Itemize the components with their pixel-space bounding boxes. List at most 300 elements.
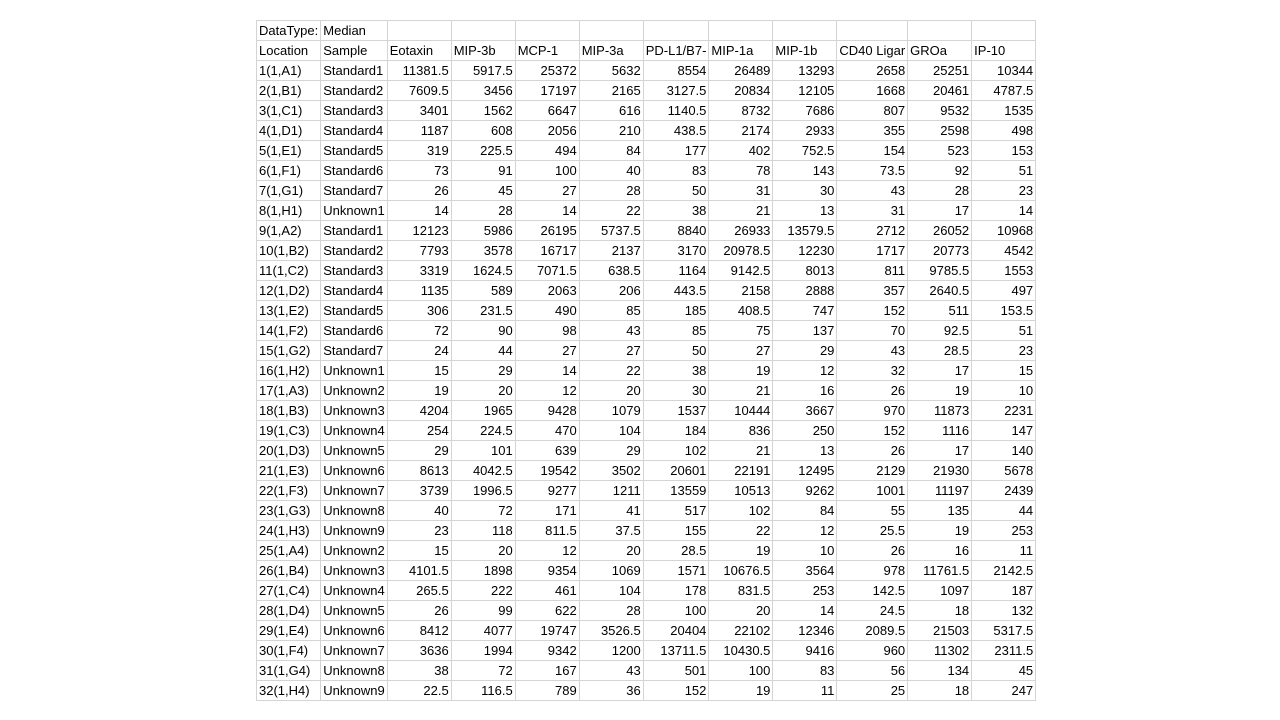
column-header-cell[interactable]: PD-L1/B7- <box>643 41 709 61</box>
data-cell[interactable]: 21930 <box>908 461 972 481</box>
data-cell[interactable]: 75 <box>709 321 773 341</box>
data-cell[interactable]: 8840 <box>643 221 709 241</box>
data-cell[interactable]: 44 <box>451 341 515 361</box>
data-cell[interactable]: 752.5 <box>773 141 837 161</box>
data-cell[interactable]: 152 <box>837 421 908 441</box>
data-cell[interactable]: 11873 <box>908 401 972 421</box>
data-cell[interactable]: 978 <box>837 561 908 581</box>
column-header-cell[interactable]: MIP-3b <box>451 41 515 61</box>
data-cell[interactable]: 13 <box>773 441 837 461</box>
data-cell[interactable]: 5986 <box>451 221 515 241</box>
data-cell[interactable]: 10430.5 <box>709 641 773 661</box>
data-cell[interactable]: 5632 <box>579 61 643 81</box>
sheet-cell[interactable] <box>709 21 773 41</box>
data-cell[interactable]: 99 <box>451 601 515 621</box>
data-cell[interactable]: 134 <box>908 661 972 681</box>
data-cell[interactable]: 23 <box>387 521 451 541</box>
data-cell[interactable]: 91 <box>451 161 515 181</box>
data-cell[interactable]: 22102 <box>709 621 773 641</box>
data-cell[interactable]: 2439 <box>972 481 1036 501</box>
data-cell[interactable]: 25.5 <box>837 521 908 541</box>
data-cell[interactable]: Standard7 <box>321 181 387 201</box>
data-cell[interactable]: 20 <box>579 381 643 401</box>
data-cell[interactable]: 13711.5 <box>643 641 709 661</box>
data-cell[interactable]: Standard5 <box>321 301 387 321</box>
column-header-cell[interactable]: MIP-3a <box>579 41 643 61</box>
data-cell[interactable]: 41 <box>579 501 643 521</box>
data-cell[interactable]: 501 <box>643 661 709 681</box>
data-cell[interactable]: 3319 <box>387 261 451 281</box>
data-cell[interactable]: 24(1,H3) <box>257 521 321 541</box>
data-cell[interactable]: 25251 <box>908 61 972 81</box>
data-cell[interactable]: 100 <box>709 661 773 681</box>
data-cell[interactable]: 26(1,B4) <box>257 561 321 581</box>
data-cell[interactable]: 1624.5 <box>451 261 515 281</box>
data-cell[interactable]: 4077 <box>451 621 515 641</box>
data-cell[interactable]: 4101.5 <box>387 561 451 581</box>
data-cell[interactable]: 28 <box>451 201 515 221</box>
data-cell[interactable]: 11 <box>972 541 1036 561</box>
data-cell[interactable]: 26052 <box>908 221 972 241</box>
data-cell[interactable]: 140 <box>972 441 1036 461</box>
data-cell[interactable]: 26195 <box>515 221 579 241</box>
data-cell[interactable]: 224.5 <box>451 421 515 441</box>
data-cell[interactable]: 3(1,C1) <box>257 101 321 121</box>
data-cell[interactable]: 32 <box>837 361 908 381</box>
data-cell[interactable]: 20 <box>579 541 643 561</box>
sheet-cell[interactable] <box>908 21 972 41</box>
data-cell[interactable]: 24 <box>387 341 451 361</box>
data-cell[interactable]: 152 <box>643 681 709 701</box>
data-cell[interactable]: 11761.5 <box>908 561 972 581</box>
data-cell[interactable]: 13 <box>773 201 837 221</box>
data-cell[interactable]: 438.5 <box>643 121 709 141</box>
data-cell[interactable]: Standard1 <box>321 221 387 241</box>
data-cell[interactable]: 2137 <box>579 241 643 261</box>
data-cell[interactable]: 8613 <box>387 461 451 481</box>
data-cell[interactable]: 56 <box>837 661 908 681</box>
data-cell[interactable]: 2888 <box>773 281 837 301</box>
data-cell[interactable]: 3564 <box>773 561 837 581</box>
data-cell[interactable]: 45 <box>451 181 515 201</box>
data-cell[interactable]: 100 <box>515 161 579 181</box>
data-cell[interactable]: 26 <box>387 601 451 621</box>
data-cell[interactable]: 490 <box>515 301 579 321</box>
data-cell[interactable]: 638.5 <box>579 261 643 281</box>
data-cell[interactable]: 2658 <box>837 61 908 81</box>
data-cell[interactable]: 12123 <box>387 221 451 241</box>
data-cell[interactable]: 5917.5 <box>451 61 515 81</box>
data-cell[interactable]: 523 <box>908 141 972 161</box>
data-cell[interactable]: 3502 <box>579 461 643 481</box>
data-cell[interactable]: 2174 <box>709 121 773 141</box>
data-cell[interactable]: 8013 <box>773 261 837 281</box>
data-cell[interactable]: Unknown8 <box>321 661 387 681</box>
data-cell[interactable]: 18 <box>908 681 972 701</box>
data-cell[interactable]: 357 <box>837 281 908 301</box>
data-cell[interactable]: 19 <box>387 381 451 401</box>
data-cell[interactable]: 11197 <box>908 481 972 501</box>
data-cell[interactable]: 22191 <box>709 461 773 481</box>
data-cell[interactable]: 1571 <box>643 561 709 581</box>
data-cell[interactable]: 38 <box>387 661 451 681</box>
data-cell[interactable]: 807 <box>837 101 908 121</box>
column-header-cell[interactable]: MIP-1a <box>709 41 773 61</box>
data-cell[interactable]: 253 <box>773 581 837 601</box>
data-cell[interactable]: 19 <box>908 521 972 541</box>
data-cell[interactable]: 511 <box>908 301 972 321</box>
data-cell[interactable]: 1116 <box>908 421 972 441</box>
data-cell[interactable]: 28 <box>579 181 643 201</box>
data-cell[interactable]: 14 <box>773 601 837 621</box>
data-cell[interactable]: 104 <box>579 581 643 601</box>
data-cell[interactable]: 9262 <box>773 481 837 501</box>
data-cell[interactable]: 1562 <box>451 101 515 121</box>
data-cell[interactable]: 13559 <box>643 481 709 501</box>
data-cell[interactable]: 22 <box>579 201 643 221</box>
data-cell[interactable]: 11381.5 <box>387 61 451 81</box>
data-cell[interactable]: 2056 <box>515 121 579 141</box>
data-cell[interactable]: 85 <box>579 301 643 321</box>
data-cell[interactable]: 177 <box>643 141 709 161</box>
data-cell[interactable]: 10444 <box>709 401 773 421</box>
data-cell[interactable]: 27 <box>709 341 773 361</box>
data-cell[interactable]: 22(1,F3) <box>257 481 321 501</box>
data-cell[interactable]: 2231 <box>972 401 1036 421</box>
data-cell[interactable]: 31 <box>837 201 908 221</box>
data-cell[interactable]: 3127.5 <box>643 81 709 101</box>
data-cell[interactable]: 1717 <box>837 241 908 261</box>
data-cell[interactable]: 85 <box>643 321 709 341</box>
column-header-cell[interactable]: Eotaxin <box>387 41 451 61</box>
data-cell[interactable]: 8732 <box>709 101 773 121</box>
data-cell[interactable]: 23 <box>972 341 1036 361</box>
data-cell[interactable]: Unknown4 <box>321 581 387 601</box>
data-cell[interactable]: 45 <box>972 661 1036 681</box>
data-cell[interactable]: 4042.5 <box>451 461 515 481</box>
data-cell[interactable]: 40 <box>579 161 643 181</box>
data-cell[interactable]: 27 <box>515 341 579 361</box>
data-cell[interactable]: 19(1,C3) <box>257 421 321 441</box>
data-cell[interactable]: 147 <box>972 421 1036 441</box>
data-cell[interactable]: Unknown2 <box>321 541 387 561</box>
data-cell[interactable]: 1898 <box>451 561 515 581</box>
data-cell[interactable]: 19 <box>709 361 773 381</box>
data-cell[interactable]: 10(1,B2) <box>257 241 321 261</box>
data-cell[interactable]: 10676.5 <box>709 561 773 581</box>
data-cell[interactable]: 23(1,G3) <box>257 501 321 521</box>
data-cell[interactable]: 28(1,D4) <box>257 601 321 621</box>
data-cell[interactable]: 494 <box>515 141 579 161</box>
data-cell[interactable]: 25372 <box>515 61 579 81</box>
data-cell[interactable]: 1(1,A1) <box>257 61 321 81</box>
data-cell[interactable]: 13579.5 <box>773 221 837 241</box>
sheet-cell[interactable] <box>837 21 908 41</box>
data-cell[interactable]: 2142.5 <box>972 561 1036 581</box>
data-cell[interactable]: 72 <box>387 321 451 341</box>
data-cell[interactable]: Standard2 <box>321 81 387 101</box>
data-cell[interactable]: 25 <box>837 681 908 701</box>
data-cell[interactable]: 616 <box>579 101 643 121</box>
data-cell[interactable]: 5317.5 <box>972 621 1036 641</box>
data-cell[interactable]: 15 <box>387 541 451 561</box>
data-cell[interactable]: 4(1,D1) <box>257 121 321 141</box>
data-cell[interactable]: 132 <box>972 601 1036 621</box>
data-cell[interactable]: 28 <box>908 181 972 201</box>
data-cell[interactable]: 461 <box>515 581 579 601</box>
data-cell[interactable]: 32(1,H4) <box>257 681 321 701</box>
data-cell[interactable]: 1668 <box>837 81 908 101</box>
data-cell[interactable]: 72 <box>451 501 515 521</box>
data-cell[interactable]: 20 <box>709 601 773 621</box>
data-cell[interactable]: 250 <box>773 421 837 441</box>
data-cell[interactable]: Standard3 <box>321 101 387 121</box>
data-cell[interactable]: 3170 <box>643 241 709 261</box>
data-cell[interactable]: 178 <box>643 581 709 601</box>
data-cell[interactable]: Standard1 <box>321 61 387 81</box>
data-cell[interactable]: 72 <box>451 661 515 681</box>
data-cell[interactable]: 12(1,D2) <box>257 281 321 301</box>
data-cell[interactable]: 2165 <box>579 81 643 101</box>
data-cell[interactable]: 355 <box>837 121 908 141</box>
data-cell[interactable]: 19 <box>709 541 773 561</box>
data-cell[interactable]: 26 <box>837 381 908 401</box>
data-cell[interactable]: 12495 <box>773 461 837 481</box>
data-cell[interactable]: 116.5 <box>451 681 515 701</box>
data-cell[interactable]: 2933 <box>773 121 837 141</box>
data-cell[interactable]: 16 <box>773 381 837 401</box>
data-cell[interactable]: 1996.5 <box>451 481 515 501</box>
data-cell[interactable]: 20 <box>451 381 515 401</box>
column-header-cell[interactable]: Sample <box>321 41 387 61</box>
data-cell[interactable]: 43 <box>837 181 908 201</box>
data-cell[interactable]: 29 <box>451 361 515 381</box>
sheet-cell[interactable] <box>773 21 837 41</box>
data-cell[interactable]: 30 <box>643 381 709 401</box>
data-cell[interactable]: 28.5 <box>643 541 709 561</box>
data-cell[interactable]: 8412 <box>387 621 451 641</box>
data-cell[interactable]: 319 <box>387 141 451 161</box>
data-cell[interactable]: 225.5 <box>451 141 515 161</box>
data-cell[interactable]: 12346 <box>773 621 837 641</box>
data-cell[interactable]: 10 <box>773 541 837 561</box>
data-cell[interactable]: 231.5 <box>451 301 515 321</box>
data-cell[interactable]: 1069 <box>579 561 643 581</box>
data-cell[interactable]: 26489 <box>709 61 773 81</box>
data-cell[interactable]: 19 <box>709 681 773 701</box>
data-cell[interactable]: 5678 <box>972 461 1036 481</box>
data-cell[interactable]: 7686 <box>773 101 837 121</box>
data-cell[interactable]: 154 <box>837 141 908 161</box>
data-cell[interactable]: 9277 <box>515 481 579 501</box>
data-cell[interactable]: 20404 <box>643 621 709 641</box>
data-cell[interactable]: 14 <box>387 201 451 221</box>
data-cell[interactable]: 70 <box>837 321 908 341</box>
data-cell[interactable]: 1164 <box>643 261 709 281</box>
data-cell[interactable]: 38 <box>643 361 709 381</box>
data-cell[interactable]: 27 <box>579 341 643 361</box>
data-cell[interactable]: 14(1,F2) <box>257 321 321 341</box>
data-cell[interactable]: 2089.5 <box>837 621 908 641</box>
data-cell[interactable]: 92.5 <box>908 321 972 341</box>
data-cell[interactable]: 104 <box>579 421 643 441</box>
data-cell[interactable]: 811.5 <box>515 521 579 541</box>
column-header-cell[interactable]: CD40 Ligar <box>837 41 908 61</box>
data-cell[interactable]: 5(1,E1) <box>257 141 321 161</box>
data-cell[interactable]: 78 <box>709 161 773 181</box>
data-cell[interactable]: 12 <box>515 541 579 561</box>
sheet-cell[interactable] <box>515 21 579 41</box>
data-cell[interactable]: Standard2 <box>321 241 387 261</box>
data-cell[interactable]: 222 <box>451 581 515 601</box>
data-cell[interactable]: 29 <box>773 341 837 361</box>
data-cell[interactable]: 15(1,G2) <box>257 341 321 361</box>
data-cell[interactable]: 100 <box>643 601 709 621</box>
data-cell[interactable]: Unknown4 <box>321 421 387 441</box>
data-cell[interactable]: 27(1,C4) <box>257 581 321 601</box>
data-cell[interactable]: 402 <box>709 141 773 161</box>
data-cell[interactable]: 17 <box>908 361 972 381</box>
data-cell[interactable]: 29 <box>579 441 643 461</box>
data-cell[interactable]: Unknown2 <box>321 381 387 401</box>
data-cell[interactable]: 1965 <box>451 401 515 421</box>
data-cell[interactable]: 21503 <box>908 621 972 641</box>
data-cell[interactable]: 497 <box>972 281 1036 301</box>
data-cell[interactable]: 16 <box>908 541 972 561</box>
data-cell[interactable]: 14 <box>515 361 579 381</box>
data-cell[interactable]: 14 <box>515 201 579 221</box>
data-cell[interactable]: 1200 <box>579 641 643 661</box>
sheet-cell[interactable] <box>972 21 1036 41</box>
data-cell[interactable]: 1211 <box>579 481 643 501</box>
data-cell[interactable]: 1187 <box>387 121 451 141</box>
data-cell[interactable]: 3636 <box>387 641 451 661</box>
data-cell[interactable]: 5737.5 <box>579 221 643 241</box>
data-cell[interactable]: 11(1,C2) <box>257 261 321 281</box>
data-cell[interactable]: 12 <box>515 381 579 401</box>
data-cell[interactable]: Unknown9 <box>321 681 387 701</box>
data-cell[interactable]: Unknown7 <box>321 641 387 661</box>
data-cell[interactable]: 21(1,E3) <box>257 461 321 481</box>
data-cell[interactable]: 155 <box>643 521 709 541</box>
data-cell[interactable]: 3401 <box>387 101 451 121</box>
data-cell[interactable]: 185 <box>643 301 709 321</box>
data-cell[interactable]: 92 <box>908 161 972 181</box>
data-cell[interactable]: 3456 <box>451 81 515 101</box>
sheet-cell[interactable]: Median <box>321 21 387 41</box>
data-cell[interactable]: 19 <box>908 381 972 401</box>
data-cell[interactable]: 6(1,F1) <box>257 161 321 181</box>
data-cell[interactable]: Standard6 <box>321 321 387 341</box>
data-cell[interactable]: Unknown5 <box>321 601 387 621</box>
data-cell[interactable]: 1537 <box>643 401 709 421</box>
data-cell[interactable]: 171 <box>515 501 579 521</box>
data-cell[interactable]: 20773 <box>908 241 972 261</box>
data-cell[interactable]: 20(1,D3) <box>257 441 321 461</box>
data-cell[interactable]: 20601 <box>643 461 709 481</box>
data-cell[interactable]: 22 <box>709 521 773 541</box>
data-cell[interactable]: 254 <box>387 421 451 441</box>
data-cell[interactable]: 3578 <box>451 241 515 261</box>
data-cell[interactable]: Standard5 <box>321 141 387 161</box>
data-cell[interactable]: 102 <box>709 501 773 521</box>
data-cell[interactable]: 24.5 <box>837 601 908 621</box>
data-cell[interactable]: 2598 <box>908 121 972 141</box>
data-cell[interactable]: 30(1,F4) <box>257 641 321 661</box>
data-cell[interactable]: 152 <box>837 301 908 321</box>
data-cell[interactable]: 811 <box>837 261 908 281</box>
data-cell[interactable]: 11 <box>773 681 837 701</box>
data-cell[interactable]: 9428 <box>515 401 579 421</box>
data-cell[interactable]: 16(1,H2) <box>257 361 321 381</box>
data-cell[interactable]: 38 <box>643 201 709 221</box>
data-cell[interactable]: 9354 <box>515 561 579 581</box>
data-cell[interactable]: 4787.5 <box>972 81 1036 101</box>
data-cell[interactable]: 2712 <box>837 221 908 241</box>
data-cell[interactable]: 17197 <box>515 81 579 101</box>
data-cell[interactable]: 184 <box>643 421 709 441</box>
data-cell[interactable]: 9532 <box>908 101 972 121</box>
data-cell[interactable]: 10968 <box>972 221 1036 241</box>
data-cell[interactable]: 17(1,A3) <box>257 381 321 401</box>
data-cell[interactable]: 101 <box>451 441 515 461</box>
data-cell[interactable]: 98 <box>515 321 579 341</box>
data-cell[interactable]: 589 <box>451 281 515 301</box>
sheet-cell[interactable] <box>387 21 451 41</box>
data-cell[interactable]: 27 <box>515 181 579 201</box>
data-cell[interactable]: 1553 <box>972 261 1036 281</box>
data-cell[interactable]: 1535 <box>972 101 1036 121</box>
data-cell[interactable]: 102 <box>643 441 709 461</box>
data-cell[interactable]: 9416 <box>773 641 837 661</box>
data-cell[interactable]: 18 <box>908 601 972 621</box>
data-cell[interactable]: 30 <box>773 181 837 201</box>
data-cell[interactable]: 43 <box>579 321 643 341</box>
data-cell[interactable]: 37.5 <box>579 521 643 541</box>
data-cell[interactable]: 408.5 <box>709 301 773 321</box>
column-header-cell[interactable]: MCP-1 <box>515 41 579 61</box>
data-cell[interactable]: Unknown3 <box>321 561 387 581</box>
data-cell[interactable]: 143 <box>773 161 837 181</box>
sheet-cell[interactable] <box>579 21 643 41</box>
data-cell[interactable]: Unknown6 <box>321 461 387 481</box>
data-cell[interactable]: Standard4 <box>321 281 387 301</box>
data-cell[interactable]: 247 <box>972 681 1036 701</box>
data-cell[interactable]: 142.5 <box>837 581 908 601</box>
data-cell[interactable]: 622 <box>515 601 579 621</box>
data-cell[interactable]: 17 <box>908 441 972 461</box>
sheet-cell[interactable] <box>643 21 709 41</box>
data-cell[interactable]: 206 <box>579 281 643 301</box>
data-cell[interactable]: 50 <box>643 341 709 361</box>
data-cell[interactable]: Unknown9 <box>321 521 387 541</box>
data-cell[interactable]: 29 <box>387 441 451 461</box>
data-cell[interactable]: 16717 <box>515 241 579 261</box>
data-cell[interactable]: 29(1,E4) <box>257 621 321 641</box>
data-cell[interactable]: 1994 <box>451 641 515 661</box>
data-cell[interactable]: 43 <box>579 661 643 681</box>
data-cell[interactable]: 50 <box>643 181 709 201</box>
data-cell[interactable]: 2311.5 <box>972 641 1036 661</box>
data-cell[interactable]: 51 <box>972 321 1036 341</box>
data-cell[interactable]: 20461 <box>908 81 972 101</box>
data-cell[interactable]: 43 <box>837 341 908 361</box>
data-cell[interactable]: 9342 <box>515 641 579 661</box>
data-cell[interactable]: 1079 <box>579 401 643 421</box>
data-cell[interactable]: 12 <box>773 361 837 381</box>
data-cell[interactable]: 1135 <box>387 281 451 301</box>
data-cell[interactable]: 2063 <box>515 281 579 301</box>
